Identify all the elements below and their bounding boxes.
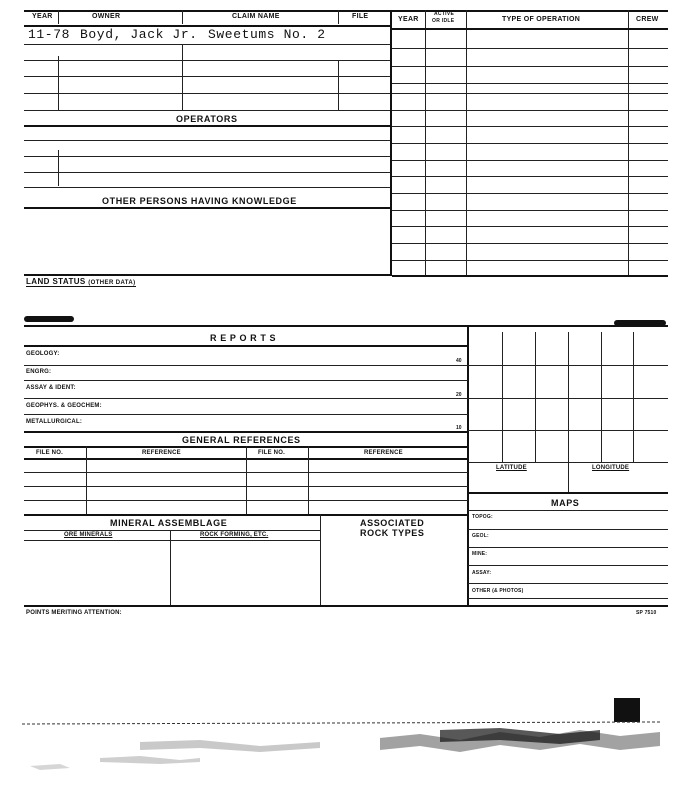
- divider: [308, 446, 309, 514]
- report-row-num: 10: [456, 425, 462, 431]
- report-row-label: ASSAY & IDENT:: [26, 385, 76, 391]
- gr-bottom-rule: [24, 514, 468, 516]
- row-rule: [24, 140, 390, 141]
- row-rule: [24, 44, 390, 45]
- row-rule: [24, 431, 468, 433]
- claims-header-claim-name: CLAIM NAME: [232, 13, 280, 20]
- row-rule: [392, 143, 668, 144]
- bottom-form-rule: [24, 605, 668, 607]
- row-rule: [24, 365, 468, 366]
- divider: [182, 10, 183, 24]
- row-rule: [24, 93, 390, 94]
- claim-name-value: Sweetums No. 2: [208, 27, 326, 42]
- mineral-assemblage-heading: MINERAL ASSEMBLAGE: [110, 518, 228, 528]
- row-rule: [468, 598, 668, 599]
- maps-row-label: OTHER (& PHOTOS): [472, 588, 524, 594]
- mineral-col-rule: [24, 540, 320, 541]
- maps-row-label: GEOL:: [472, 533, 489, 539]
- divider: [338, 10, 339, 24]
- row-rule: [392, 243, 668, 244]
- divider: [58, 10, 59, 24]
- longitude-label: LONGITUDE: [592, 465, 630, 471]
- land-status-label: LAND STATUS: [26, 277, 86, 286]
- report-row-label: ENGRG:: [26, 369, 52, 375]
- reports-heading: R E P O R T S: [210, 333, 277, 343]
- scan-artifact-noise: [0, 690, 678, 800]
- other-persons-heading: OTHER PERSONS HAVING KNOWLEDGE: [102, 196, 297, 206]
- report-row-num: 40: [456, 358, 462, 364]
- reports-header-rule: [24, 345, 468, 347]
- ink-blot: [24, 316, 74, 322]
- divider: [170, 530, 171, 605]
- middle-separator-rule: [24, 325, 668, 327]
- grid-line: [502, 332, 503, 462]
- row-rule: [392, 93, 668, 94]
- row-rule: [24, 60, 390, 61]
- row-rule: [392, 176, 668, 177]
- report-row-label: METALLURGICAL:: [26, 419, 83, 425]
- gr-col-file-no: FILE NO.: [36, 450, 63, 456]
- maps-header-rule: [468, 510, 668, 511]
- claims-top-rule: [24, 10, 390, 12]
- row-rule: [392, 160, 668, 161]
- claims-header-year: YEAR: [32, 13, 53, 20]
- row-rule: [392, 193, 668, 194]
- associated-heading-1: ASSOCIATED: [360, 518, 425, 528]
- claim-owner-value: Boyd, Jack Jr.: [80, 27, 198, 42]
- row-rule: [468, 565, 668, 566]
- row-rule: [24, 172, 390, 173]
- form-code: SP 7510: [636, 610, 657, 616]
- divider: [86, 446, 87, 514]
- ops-header-idle: OR IDLE: [432, 18, 455, 24]
- grid-line: [468, 430, 668, 431]
- reports-right-border: [467, 327, 469, 605]
- grid-line: [468, 462, 668, 463]
- grid-line: [468, 398, 668, 399]
- grid-line: [468, 365, 668, 366]
- row-rule: [468, 583, 668, 584]
- divider: [58, 56, 59, 110]
- ops-header-year: YEAR: [398, 16, 419, 23]
- land-status-heading: [26, 277, 136, 287]
- maps-top-rule: [468, 492, 668, 494]
- operators-heading: OPERATORS: [176, 114, 238, 124]
- row-rule: [392, 48, 668, 49]
- row-rule: [392, 226, 668, 227]
- associated-heading-2: ROCK TYPES: [360, 528, 425, 538]
- row-rule: [24, 187, 390, 188]
- row-rule: [392, 83, 668, 84]
- report-row-label: GEOLOGY:: [26, 351, 60, 357]
- divider: [182, 44, 183, 110]
- other-persons-rule: [24, 207, 390, 209]
- row-rule: [468, 547, 668, 548]
- maps-row-label: TOPOG:: [472, 514, 493, 520]
- ore-minerals-heading: ORE MINERALS: [64, 532, 113, 538]
- maps-row-label: ASSAY:: [472, 570, 492, 576]
- claim-year-value: 11-78: [28, 27, 71, 42]
- latitude-label: LATITUDE: [496, 465, 527, 471]
- row-rule: [24, 156, 390, 157]
- maps-heading: MAPS: [551, 498, 580, 508]
- row-rule: [24, 398, 468, 399]
- row-rule: [24, 380, 468, 381]
- ops-header-rule: [392, 28, 668, 30]
- operators-rule: [24, 125, 390, 127]
- gr-col-reference-2: REFERENCE: [364, 450, 403, 456]
- ops-header-type: TYPE OF OPERATION: [502, 16, 581, 23]
- divider: [338, 60, 339, 110]
- report-row-num: 20: [456, 392, 462, 398]
- general-references-heading: GENERAL REFERENCES: [182, 435, 301, 445]
- row-rule: [392, 260, 668, 261]
- grid-line: [568, 332, 569, 492]
- row-rule: [24, 110, 390, 111]
- claims-header-rule: [24, 25, 390, 27]
- row-rule: [24, 76, 390, 77]
- row-rule: [392, 126, 668, 127]
- divider: [320, 514, 321, 605]
- row-rule: [468, 529, 668, 530]
- operations-bottom-rule: [392, 275, 668, 277]
- gr-col-file-no-2: FILE NO.: [258, 450, 285, 456]
- row-rule: [24, 414, 468, 415]
- claims-header-file: FILE: [352, 13, 369, 20]
- mineral-rule: [24, 530, 320, 531]
- grid-line: [633, 332, 634, 462]
- maps-row-label: MINE:: [472, 551, 488, 557]
- ops-header-active: ACTIVE: [434, 11, 455, 17]
- grid-line: [535, 332, 536, 462]
- points-meriting-label: POINTS MERITING ATTENTION:: [26, 610, 122, 616]
- rock-forming-heading: ROCK FORMING, ETC.: [200, 532, 269, 538]
- divider: [58, 150, 59, 186]
- divider: [246, 446, 247, 514]
- claims-header-owner: OWNER: [92, 13, 121, 20]
- ops-header-crew: CREW: [636, 16, 659, 23]
- row-rule: [392, 110, 668, 111]
- gr-col-reference: REFERENCE: [142, 450, 181, 456]
- row-rule: [392, 210, 668, 211]
- row-rule: [392, 66, 668, 67]
- left-block-bottom-rule: [24, 274, 390, 276]
- grid-line: [601, 332, 602, 462]
- report-row-label: GEOPHYS. & GEOCHEM:: [26, 403, 102, 409]
- land-status-sub: (OTHER DATA): [88, 280, 136, 286]
